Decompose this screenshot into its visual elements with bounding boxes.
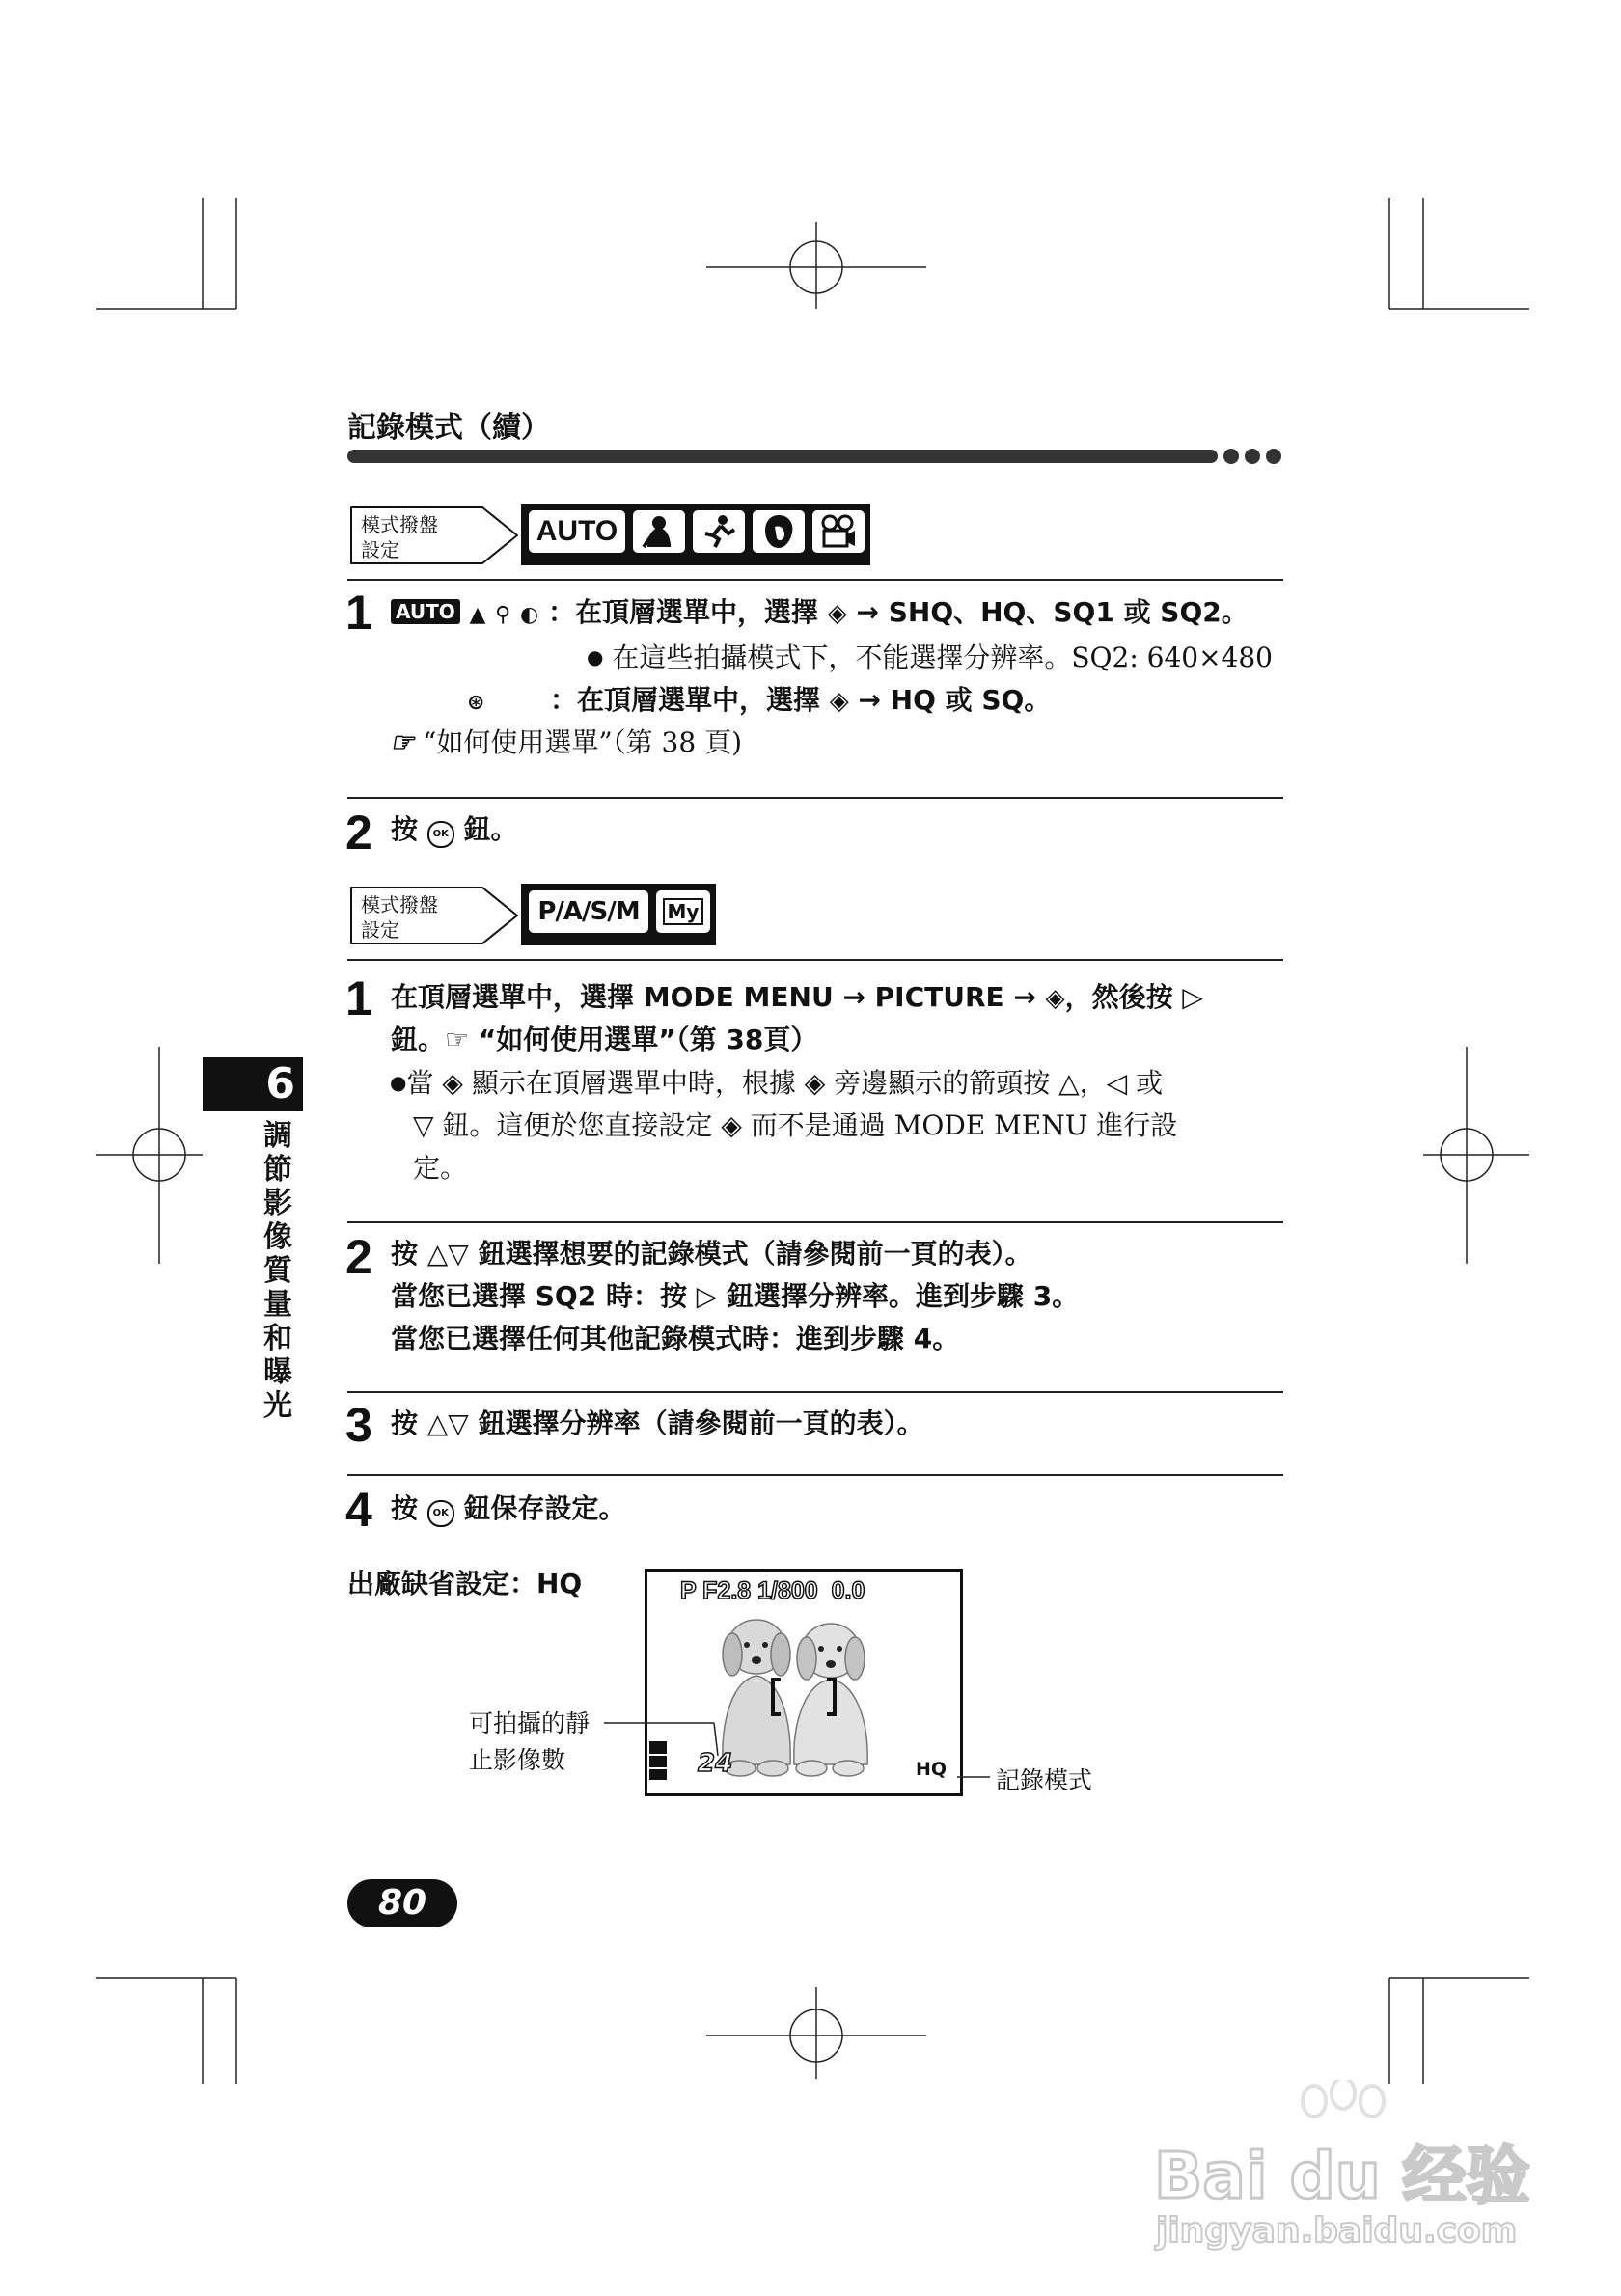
portrait-mode-icon: ▲	[469, 603, 486, 627]
step-number: 2	[345, 806, 372, 860]
s2-step1-bullet: ●當 ◈ 顯示在頂層選單中時，根據 ◈ 旁邊顯示的箭頭按 △，◁ 或 ▽ 鈕。這便於您直接設定 ◈ 而不是通過 MODE MENU 進行設 定。	[390, 1067, 1178, 1184]
record-mode-icon: ◈	[442, 1067, 463, 1099]
watermark	[1154, 2080, 1559, 2263]
s2-step2-line2: 當您已選擇 SQ2 時：按 ▷ 鈕選擇分辨率。進到步驟 3。	[391, 1280, 1080, 1312]
step1-options: → SHQ、HQ、SQ1 或 SQ2。	[856, 596, 1249, 628]
record-mode-icon: ◈	[827, 599, 847, 628]
sports-mode-icon: ⚲	[495, 603, 511, 627]
record-mode-icon: ◈	[721, 1109, 742, 1141]
step-number: 3	[345, 1398, 372, 1452]
s2-step2-line1: 按 △▽ 鈕選擇想要的記錄模式（請參閱前一頁的表）。	[391, 1238, 1032, 1270]
shots-callout: 可拍攝的靜 止影像數	[469, 1709, 591, 1774]
mode-dial-label-line2: 設定	[361, 538, 399, 561]
mode-dial-label-line2: 設定	[361, 918, 399, 942]
chapter-number-tab: 6	[203, 1057, 303, 1111]
night-portrait-mode-icon: ◐	[520, 603, 539, 627]
step1-reference: ☞ “如何使用選單”（第 38 頁)	[390, 726, 742, 758]
s2-step1-line1: 在頂層選單中，選擇 MODE MENU → PICTURE → ◈，然後按 ▷	[391, 981, 1203, 1013]
step1-movie-options: → HQ 或 SQ。	[858, 684, 1052, 716]
record-mode-icon: ◈	[1045, 984, 1065, 1013]
s2-step2-line3: 當您已選擇任何其他記錄模式時：進到步驟 4。	[391, 1323, 960, 1354]
ok-button-icon: OK	[427, 1500, 454, 1527]
lcd-record-mode: HQ	[916, 1759, 948, 1780]
page-title: 記錄模式（續）	[347, 411, 550, 445]
step1-note: ● 在這些拍攝模式下，不能選擇分辨率。SQ2: 640×480	[587, 642, 1273, 673]
watermark-url: jingyan.baidu.com	[1156, 2211, 1518, 2251]
step-number: 4	[345, 1483, 372, 1537]
step-number: 2	[345, 1230, 372, 1284]
watermark-brand: Bai du 经验	[1154, 2139, 1530, 2213]
lcd-top-readout: P F2.8 1/800 0.0	[680, 1577, 865, 1604]
lcd-shots-remaining: 24	[698, 1749, 733, 1778]
step-number: 1	[345, 586, 372, 640]
step2-line: 按 OK 鈕。	[391, 808, 518, 848]
ok-button-icon: OK	[427, 821, 454, 848]
mode-callout: 記錄模式	[996, 1766, 1093, 1794]
pointing-hand-icon: ☞	[390, 727, 415, 757]
movie-mode-icon: ⊛	[467, 691, 485, 715]
my-mode-icon: My	[656, 890, 710, 933]
record-mode-icon: ◈	[804, 1067, 826, 1099]
step1-instruction: ：在頂層選單中，選擇	[548, 596, 819, 628]
mode-dial-label-line1: 模式撥盤	[361, 513, 438, 536]
default-setting: 出廠缺省設定：HQ	[347, 1568, 583, 1599]
record-mode-icon: ◈	[829, 687, 849, 716]
pasm-mode-icon: P/A/S/M	[529, 890, 648, 933]
auto-mode-icon: AUTO	[529, 510, 625, 553]
page-number: 80	[347, 1879, 457, 1927]
s2-step3-line: 按 △▽ 鈕選擇分辨率（請參閱前一頁的表）。	[391, 1408, 924, 1439]
auto-mode-icon: AUTO	[391, 599, 460, 624]
s2-step1-line2: 鈕。☞ “如何使用選單”（第 38頁）	[391, 1024, 818, 1055]
chapter-title-vertical: 調 節 影 像 質 量 和 曝 光	[263, 1119, 292, 1423]
mode-dial-label-line1: 模式撥盤	[361, 893, 438, 916]
s2-step4-line: 按 OK 鈕保存設定。	[391, 1488, 626, 1527]
pointing-hand-icon: ☞	[445, 1024, 470, 1055]
step1-movie-instruction: ：在頂層選單中，選擇	[549, 684, 820, 716]
step-number: 1	[345, 971, 372, 1025]
